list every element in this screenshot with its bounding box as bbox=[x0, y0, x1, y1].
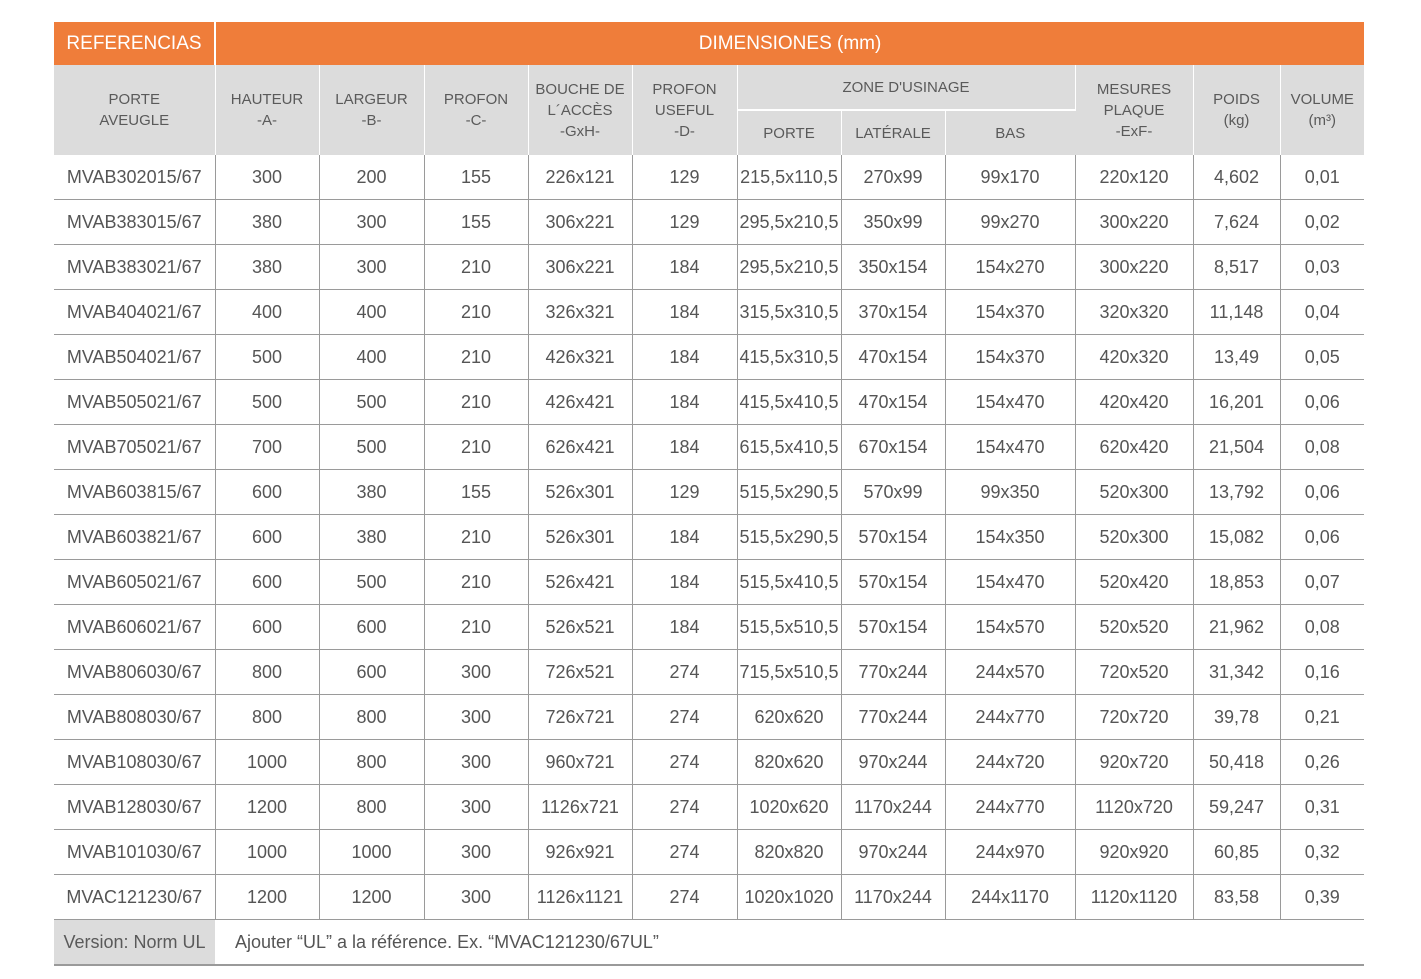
table-cell: 320x320 bbox=[1075, 290, 1193, 335]
table-cell: 920x920 bbox=[1075, 830, 1193, 875]
reference-cell: MVAB705021/67 bbox=[54, 425, 215, 470]
table-cell: 300 bbox=[424, 830, 528, 875]
table-cell: 600 bbox=[215, 560, 319, 605]
table-cell: 470x154 bbox=[841, 380, 945, 425]
table-cell: 526x521 bbox=[528, 605, 632, 650]
table-cell: 155 bbox=[424, 470, 528, 515]
table-cell: 0,31 bbox=[1280, 785, 1364, 830]
table-cell: 4,602 bbox=[1193, 155, 1280, 200]
table-cell: 626x421 bbox=[528, 425, 632, 470]
table-cell: 300 bbox=[424, 740, 528, 785]
table-cell: 400 bbox=[319, 335, 424, 380]
table-cell: 11,148 bbox=[1193, 290, 1280, 335]
table-cell: 470x154 bbox=[841, 335, 945, 380]
table-cell: 500 bbox=[319, 560, 424, 605]
table-cell: 99x350 bbox=[945, 470, 1075, 515]
table-cell: 154x370 bbox=[945, 290, 1075, 335]
reference-cell: MVAB108030/67 bbox=[54, 740, 215, 785]
table-row bbox=[54, 740, 1364, 785]
table-cell: 380 bbox=[319, 515, 424, 560]
table-cell: 210 bbox=[424, 380, 528, 425]
table-cell: 184 bbox=[632, 380, 737, 425]
table-cell: 570x154 bbox=[841, 515, 945, 560]
reference-cell: MVAC121230/67 bbox=[54, 875, 215, 920]
table-cell: 274 bbox=[632, 695, 737, 740]
reference-cell: MVAB603815/67 bbox=[54, 470, 215, 515]
table-cell: 426x321 bbox=[528, 335, 632, 380]
table-cell: 0,21 bbox=[1280, 695, 1364, 740]
table-cell: 274 bbox=[632, 740, 737, 785]
table-cell: 184 bbox=[632, 605, 737, 650]
table-cell: 274 bbox=[632, 650, 737, 695]
table-cell: 600 bbox=[215, 605, 319, 650]
table-cell: 129 bbox=[632, 470, 737, 515]
table-cell: 220x120 bbox=[1075, 155, 1193, 200]
reference-cell: MVAB605021/67 bbox=[54, 560, 215, 605]
table-cell: 154x570 bbox=[945, 605, 1075, 650]
table-cell: 0,08 bbox=[1280, 425, 1364, 470]
table-cell: 970x244 bbox=[841, 830, 945, 875]
col-profon-useful: PROFON USEFUL -D- bbox=[632, 65, 737, 155]
table-cell: 526x301 bbox=[528, 515, 632, 560]
table-cell: 21,962 bbox=[1193, 605, 1280, 650]
table-cell: 570x154 bbox=[841, 605, 945, 650]
table-cell: 520x300 bbox=[1075, 515, 1193, 560]
version-label: Version: Norm UL bbox=[54, 920, 215, 966]
table-cell: 800 bbox=[319, 740, 424, 785]
table-cell: 800 bbox=[215, 650, 319, 695]
table-cell: 50,418 bbox=[1193, 740, 1280, 785]
table-cell: 0,06 bbox=[1280, 470, 1364, 515]
table-cell: 210 bbox=[424, 245, 528, 290]
table-row bbox=[54, 290, 1364, 335]
table-row bbox=[54, 155, 1364, 200]
table-cell: 526x421 bbox=[528, 560, 632, 605]
col-zone-usinage: ZONE D'USINAGE bbox=[737, 65, 1075, 110]
table-cell: 570x154 bbox=[841, 560, 945, 605]
table-cell: 600 bbox=[215, 470, 319, 515]
table-cell: 215,5x110,5 bbox=[737, 155, 841, 200]
table-cell: 0,16 bbox=[1280, 650, 1364, 695]
table-cell: 515,5x510,5 bbox=[737, 605, 841, 650]
table-cell: 306x221 bbox=[528, 200, 632, 245]
table-cell: 244x970 bbox=[945, 830, 1075, 875]
table-cell: 370x154 bbox=[841, 290, 945, 335]
table-cell: 155 bbox=[424, 155, 528, 200]
table-row bbox=[54, 875, 1364, 920]
table-cell: 0,08 bbox=[1280, 605, 1364, 650]
table-cell: 210 bbox=[424, 425, 528, 470]
references-heading: REFERENCIAS bbox=[54, 22, 215, 65]
table-cell: 8,517 bbox=[1193, 245, 1280, 290]
table-cell: 129 bbox=[632, 200, 737, 245]
reference-cell: MVAB383021/67 bbox=[54, 245, 215, 290]
table-cell: 515,5x290,5 bbox=[737, 515, 841, 560]
dimensions-heading: DIMENSIONES (mm) bbox=[215, 22, 1364, 65]
table-cell: 726x521 bbox=[528, 650, 632, 695]
table-cell: 200 bbox=[319, 155, 424, 200]
table-cell: 600 bbox=[319, 605, 424, 650]
table-cell: 520x420 bbox=[1075, 560, 1193, 605]
table-row bbox=[54, 380, 1364, 425]
reference-cell: MVAB606021/67 bbox=[54, 605, 215, 650]
table-cell: 1126x1121 bbox=[528, 875, 632, 920]
table-cell: 415,5x310,5 bbox=[737, 335, 841, 380]
table-cell: 184 bbox=[632, 335, 737, 380]
table-row bbox=[54, 200, 1364, 245]
table-cell: 720x720 bbox=[1075, 695, 1193, 740]
table-cell: 244x720 bbox=[945, 740, 1075, 785]
table-cell: 1170x244 bbox=[841, 875, 945, 920]
table-row bbox=[54, 470, 1364, 515]
table-cell: 210 bbox=[424, 515, 528, 560]
table-cell: 1020x1020 bbox=[737, 875, 841, 920]
table-cell: 1020x620 bbox=[737, 785, 841, 830]
table-row bbox=[54, 605, 1364, 650]
table-cell: 244x770 bbox=[945, 785, 1075, 830]
table-cell: 99x270 bbox=[945, 200, 1075, 245]
table-cell: 600 bbox=[319, 650, 424, 695]
table-cell: 380 bbox=[319, 470, 424, 515]
table-cell: 600 bbox=[215, 515, 319, 560]
table-cell: 300 bbox=[424, 785, 528, 830]
table-cell: 920x720 bbox=[1075, 740, 1193, 785]
table-cell: 420x320 bbox=[1075, 335, 1193, 380]
table-cell: 720x520 bbox=[1075, 650, 1193, 695]
table-cell: 270x99 bbox=[841, 155, 945, 200]
table-cell: 295,5x210,5 bbox=[737, 245, 841, 290]
table-cell: 515,5x410,5 bbox=[737, 560, 841, 605]
table-cell: 274 bbox=[632, 785, 737, 830]
table-cell: 520x520 bbox=[1075, 605, 1193, 650]
table-cell: 274 bbox=[632, 830, 737, 875]
table-cell: 21,504 bbox=[1193, 425, 1280, 470]
table-cell: 16,201 bbox=[1193, 380, 1280, 425]
reference-cell: MVAB101030/67 bbox=[54, 830, 215, 875]
table-cell: 0,26 bbox=[1280, 740, 1364, 785]
table-cell: 0,07 bbox=[1280, 560, 1364, 605]
table-cell: 295,5x210,5 bbox=[737, 200, 841, 245]
table-cell: 154x270 bbox=[945, 245, 1075, 290]
reference-cell: MVAB128030/67 bbox=[54, 785, 215, 830]
reference-cell: MVAB504021/67 bbox=[54, 335, 215, 380]
col-hauteur: HAUTEUR -A- bbox=[215, 65, 319, 155]
table-row bbox=[54, 830, 1364, 875]
table-cell: 400 bbox=[215, 290, 319, 335]
table-cell: 83,58 bbox=[1193, 875, 1280, 920]
table-cell: 426x421 bbox=[528, 380, 632, 425]
col-zone-porte: PORTE bbox=[737, 110, 841, 155]
reference-cell: MVAB383015/67 bbox=[54, 200, 215, 245]
table-cell: 380 bbox=[215, 245, 319, 290]
table-cell: 154x470 bbox=[945, 380, 1075, 425]
table-cell: 300 bbox=[215, 155, 319, 200]
table-cell: 0,06 bbox=[1280, 515, 1364, 560]
table-cell: 420x420 bbox=[1075, 380, 1193, 425]
table-cell: 350x154 bbox=[841, 245, 945, 290]
table-cell: 1200 bbox=[215, 875, 319, 920]
reference-cell: MVAB302015/67 bbox=[54, 155, 215, 200]
reference-cell: MVAB603821/67 bbox=[54, 515, 215, 560]
table-cell: 0,39 bbox=[1280, 875, 1364, 920]
table-cell: 620x620 bbox=[737, 695, 841, 740]
col-volume: VOLUME (m³) bbox=[1280, 65, 1364, 155]
table-cell: 1170x244 bbox=[841, 785, 945, 830]
table-cell: 184 bbox=[632, 425, 737, 470]
footer-row bbox=[54, 920, 1364, 966]
col-porte-aveugle: PORTE AVEUGLE bbox=[54, 65, 215, 155]
version-note: Ajouter “UL” a la référence. Ex. “MVAC121230/67UL” bbox=[215, 920, 1364, 966]
table-cell: 500 bbox=[319, 380, 424, 425]
table-cell: 129 bbox=[632, 155, 737, 200]
table-cell: 154x470 bbox=[945, 560, 1075, 605]
table-cell: 1000 bbox=[215, 830, 319, 875]
table-cell: 210 bbox=[424, 335, 528, 380]
reference-cell: MVAB806030/67 bbox=[54, 650, 215, 695]
table-cell: 210 bbox=[424, 560, 528, 605]
table-cell: 39,78 bbox=[1193, 695, 1280, 740]
table-cell: 1200 bbox=[215, 785, 319, 830]
table-cell: 615,5x410,5 bbox=[737, 425, 841, 470]
table-cell: 210 bbox=[424, 290, 528, 335]
table-cell: 184 bbox=[632, 245, 737, 290]
table-cell: 800 bbox=[215, 695, 319, 740]
table-cell: 300 bbox=[319, 245, 424, 290]
table-cell: 60,85 bbox=[1193, 830, 1280, 875]
table-cell: 300x220 bbox=[1075, 245, 1193, 290]
table-row bbox=[54, 245, 1364, 290]
table-cell: 0,32 bbox=[1280, 830, 1364, 875]
table-row bbox=[54, 515, 1364, 560]
table-row bbox=[54, 785, 1364, 830]
table-cell: 380 bbox=[215, 200, 319, 245]
table-row bbox=[54, 650, 1364, 695]
reference-cell: MVAB808030/67 bbox=[54, 695, 215, 740]
table-cell: 13,792 bbox=[1193, 470, 1280, 515]
table-cell: 820x820 bbox=[737, 830, 841, 875]
table-cell: 0,02 bbox=[1280, 200, 1364, 245]
table-cell: 226x121 bbox=[528, 155, 632, 200]
table-cell: 500 bbox=[215, 335, 319, 380]
table-cell: 154x350 bbox=[945, 515, 1075, 560]
table-cell: 620x420 bbox=[1075, 425, 1193, 470]
table-cell: 210 bbox=[424, 605, 528, 650]
table-cell: 500 bbox=[319, 425, 424, 470]
table-cell: 184 bbox=[632, 290, 737, 335]
table-cell: 300x220 bbox=[1075, 200, 1193, 245]
table-row bbox=[54, 425, 1364, 470]
table-cell: 154x370 bbox=[945, 335, 1075, 380]
table-cell: 800 bbox=[319, 785, 424, 830]
col-zone-bas: BAS bbox=[945, 110, 1075, 155]
table-cell: 670x154 bbox=[841, 425, 945, 470]
table-cell: 1126x721 bbox=[528, 785, 632, 830]
table-cell: 715,5x510,5 bbox=[737, 650, 841, 695]
col-poids: POIDS (kg) bbox=[1193, 65, 1280, 155]
table-cell: 300 bbox=[424, 695, 528, 740]
col-bouche-acces: BOUCHE DE L´ACCÈS -GxH- bbox=[528, 65, 632, 155]
table-cell: 0,06 bbox=[1280, 380, 1364, 425]
table-body bbox=[54, 155, 1364, 920]
table-cell: 18,853 bbox=[1193, 560, 1280, 605]
table-cell: 1000 bbox=[319, 830, 424, 875]
table-cell: 926x921 bbox=[528, 830, 632, 875]
table-cell: 500 bbox=[215, 380, 319, 425]
col-largeur: LARGEUR -B- bbox=[319, 65, 424, 155]
table-cell: 244x1170 bbox=[945, 875, 1075, 920]
table-cell: 820x620 bbox=[737, 740, 841, 785]
table-cell: 300 bbox=[319, 200, 424, 245]
reference-cell: MVAB404021/67 bbox=[54, 290, 215, 335]
table-cell: 770x244 bbox=[841, 650, 945, 695]
table-cell: 274 bbox=[632, 875, 737, 920]
table-cell: 300 bbox=[424, 650, 528, 695]
table-cell: 155 bbox=[424, 200, 528, 245]
table-cell: 515,5x290,5 bbox=[737, 470, 841, 515]
table-cell: 31,342 bbox=[1193, 650, 1280, 695]
table-cell: 326x321 bbox=[528, 290, 632, 335]
table-cell: 315,5x310,5 bbox=[737, 290, 841, 335]
reference-cell: MVAB505021/67 bbox=[54, 380, 215, 425]
table-cell: 306x221 bbox=[528, 245, 632, 290]
spec-table bbox=[54, 22, 1364, 966]
col-mesures-plaque: MESURES PLAQUE -ExF- bbox=[1075, 65, 1193, 155]
table-cell: 7,624 bbox=[1193, 200, 1280, 245]
table-cell: 0,04 bbox=[1280, 290, 1364, 335]
table-cell: 800 bbox=[319, 695, 424, 740]
table-cell: 0,05 bbox=[1280, 335, 1364, 380]
table-cell: 154x470 bbox=[945, 425, 1075, 470]
table-cell: 0,01 bbox=[1280, 155, 1364, 200]
table-cell: 526x301 bbox=[528, 470, 632, 515]
table-cell: 184 bbox=[632, 560, 737, 605]
table-cell: 59,247 bbox=[1193, 785, 1280, 830]
table-cell: 960x721 bbox=[528, 740, 632, 785]
table-cell: 0,03 bbox=[1280, 245, 1364, 290]
table-cell: 415,5x410,5 bbox=[737, 380, 841, 425]
table-cell: 1200 bbox=[319, 875, 424, 920]
title-row bbox=[54, 22, 1364, 65]
col-zone-laterale: LATÉRALE bbox=[841, 110, 945, 155]
table-cell: 300 bbox=[424, 875, 528, 920]
table-cell: 1120x1120 bbox=[1075, 875, 1193, 920]
table-cell: 570x99 bbox=[841, 470, 945, 515]
table-row bbox=[54, 695, 1364, 740]
table-cell: 244x570 bbox=[945, 650, 1075, 695]
table-row bbox=[54, 560, 1364, 605]
table-cell: 350x99 bbox=[841, 200, 945, 245]
table-cell: 244x770 bbox=[945, 695, 1075, 740]
table-cell: 970x244 bbox=[841, 740, 945, 785]
table-cell: 770x244 bbox=[841, 695, 945, 740]
table-cell: 15,082 bbox=[1193, 515, 1280, 560]
table-cell: 1000 bbox=[215, 740, 319, 785]
table-cell: 400 bbox=[319, 290, 424, 335]
table-cell: 726x721 bbox=[528, 695, 632, 740]
table-cell: 1120x720 bbox=[1075, 785, 1193, 830]
table-cell: 520x300 bbox=[1075, 470, 1193, 515]
table-cell: 184 bbox=[632, 515, 737, 560]
table-cell: 700 bbox=[215, 425, 319, 470]
table-cell: 13,49 bbox=[1193, 335, 1280, 380]
column-header-row bbox=[54, 65, 1364, 110]
table-row bbox=[54, 335, 1364, 380]
table-cell: 99x170 bbox=[945, 155, 1075, 200]
col-profon: PROFON -C- bbox=[424, 65, 528, 155]
